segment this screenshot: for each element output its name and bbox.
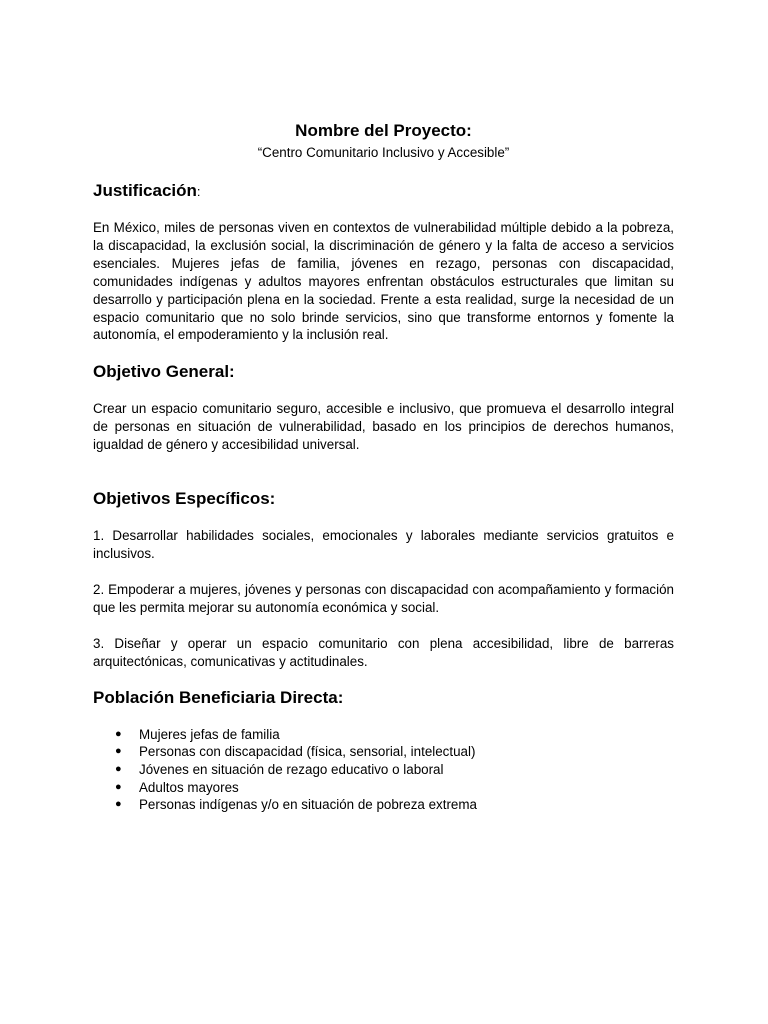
objetivo-general-heading: Objetivo General: [93, 362, 235, 382]
document-page [93, 118, 674, 814]
justificacion-body: En México, miles de personas viven en contextos de vulnerabilidad múltiple debido a la pobreza, la discapacidad, la exclusión social, la discriminación de género y la falta de acceso a servicios esenciales. Mujeres jefas de familia, jóvenes en rezago, personas con discapacidad, comunidades indígenas y adultos mayores enfrentan obstáculos estructurales que limitan su desarrollo y participación plena en la sociedad. Frente a esta realidad, surge la necesidad de un espacio comunitario que no solo brinde servicios, sino que transforme entornos y fomente la autonomía, el empoderamiento y la inclusión real. [93, 220, 674, 343]
list-item [93, 761, 674, 779]
list-item [93, 743, 674, 761]
bullet-icon: ● [115, 798, 122, 811]
list-item [93, 779, 674, 797]
bullet-icon: ● [115, 727, 122, 740]
list-item [93, 796, 674, 814]
project-title: Nombre del Proyecto: [295, 121, 472, 140]
list-item-text: Mujeres jefas de familia [139, 726, 280, 742]
poblacion-heading: Población Beneficiaria Directa: [93, 687, 344, 707]
objetivo-general-body: Crear un espacio comunitario seguro, accesible e inclusivo, que promueva el desarrollo integral de personas en situación de vulnerabilidad, basado en los principios de derechos humanos, igualdad de género y accesibilidad universal. [93, 401, 674, 453]
objetivo-especifico-2: 2. Empoderar a mujeres, jóvenes y personas con discapacidad con acompañamiento y formación que les permita mejorar su autonomía económica y social. [93, 581, 674, 615]
list-item-text: Personas con discapacidad (física, sensorial, intelectual) [139, 744, 476, 760]
bullet-icon: ● [115, 762, 122, 775]
poblacion-list [93, 726, 674, 815]
project-subtitle: “Centro Comunitario Inclusivo y Accesible” [257, 145, 510, 160]
objetivo-especifico-1: 1. Desarrollar habilidades sociales, emocionales y laborales mediante servicios gratuitos e inclusivos. [93, 528, 674, 561]
list-item [93, 726, 674, 744]
justificacion-heading [93, 180, 674, 203]
list-item-text: Adultos mayores [139, 779, 239, 795]
justificacion-heading-colon: : [196, 184, 201, 199]
bullet-icon: ● [115, 745, 122, 758]
list-item-text: Jóvenes en situación de rezago educativo o laboral [139, 761, 444, 777]
objetivo-especifico-3: 3. Diseñar y operar un espacio comunitario con plena accesibilidad, libre de barreras arquitectónicas, comunicativas y actitudinales. [93, 635, 674, 669]
bullet-icon: ● [115, 780, 122, 793]
objetivos-especificos-heading: Objetivos Específicos: [93, 489, 276, 509]
justificacion-heading-text: Justificación [93, 181, 197, 200]
list-item-text: Personas indígenas y/o en situación de pobreza extrema [139, 797, 477, 813]
